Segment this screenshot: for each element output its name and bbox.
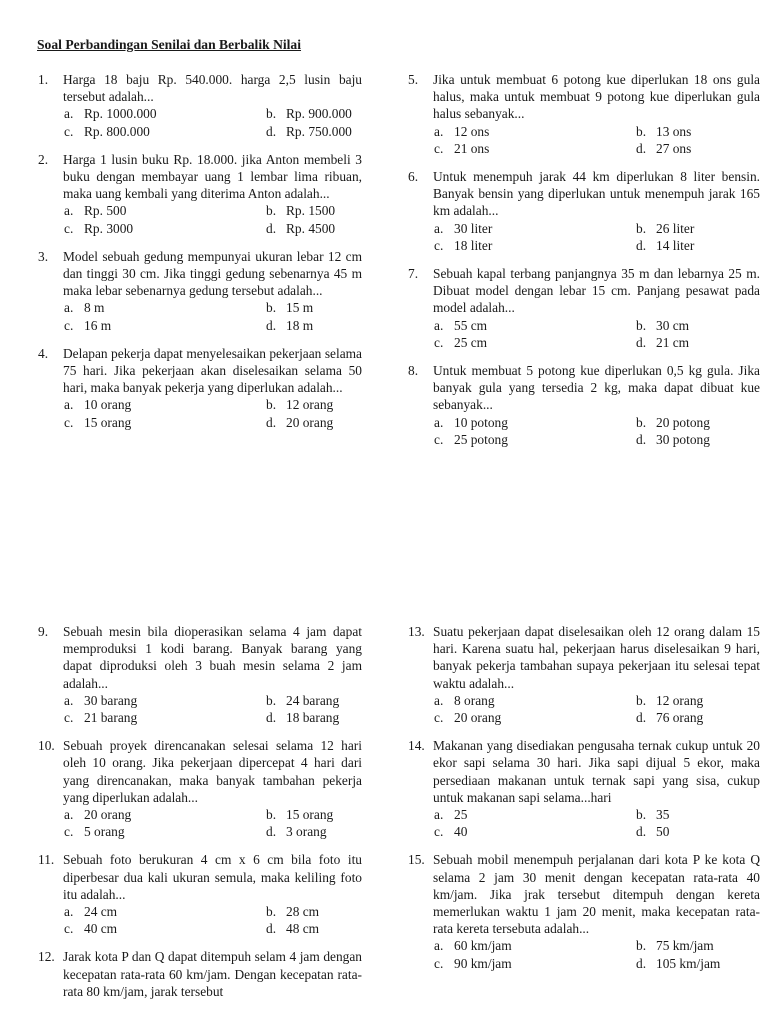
question-text: Sebuah foto berukuran 4 cm x 6 cm bila foto itu diperbesar dua kali ukuran semula, maka keliling foto itu adalah...	[63, 852, 362, 902]
option-label: c.	[64, 123, 74, 139]
option-value: 12 orang	[286, 397, 334, 413]
option-label: a.	[64, 106, 74, 122]
question-12	[38, 948, 362, 1000]
option-label: d.	[636, 955, 647, 971]
option-label: d.	[636, 431, 647, 447]
option-label: b.	[266, 300, 277, 316]
question-2	[38, 151, 362, 237]
option-label: b.	[266, 397, 277, 413]
option-label: a.	[64, 692, 74, 708]
option-value: 24 barang	[286, 692, 340, 708]
option-label: d.	[636, 824, 647, 840]
option-value: 21 cm	[656, 334, 690, 350]
question-text: Jika untuk membuat 6 potong kue diperlukan 18 ons gula halus, maka untuk membuat 9 potong kue diperlukan gula halus sebanyak...	[433, 72, 760, 122]
option-label: c.	[64, 824, 74, 840]
option-value: 15 orang	[84, 414, 132, 430]
option-label: c.	[434, 237, 444, 253]
option-value: 18 m	[286, 317, 314, 333]
option-value: 55 cm	[454, 317, 488, 333]
option-value: 40 cm	[84, 921, 118, 937]
option-value: 5 orang	[84, 824, 125, 840]
question-14	[408, 737, 760, 840]
option-value: 20 orang	[84, 807, 132, 823]
option-value: Rp. 900.000	[286, 106, 352, 122]
option-label: d.	[636, 710, 647, 726]
option-value: 12 orang	[656, 692, 704, 708]
question-5	[408, 71, 760, 157]
question-text: Sebuah mobil menempuh perjalanan dari kota P ke kota Q selama 2 jam 30 menit dengan kecepatan rata-rata 40 km/jam. Jika jrak tersebut ditempuh dengan kereta memerlukan waktu 1 jam 20 menit, maka kecepatan rata-rata kereta tersebuta adalah...	[433, 852, 760, 937]
option-value: 8 orang	[454, 692, 495, 708]
option-value: 3 orang	[286, 824, 327, 840]
option-label: a.	[434, 938, 444, 954]
option-value: 21 ons	[454, 140, 490, 156]
option-value: 30 liter	[454, 220, 493, 236]
option-value: 60 km/jam	[454, 938, 512, 954]
option-value: 75 km/jam	[656, 938, 714, 954]
option-label: c.	[434, 710, 444, 726]
question-8	[408, 362, 760, 448]
option-label: a.	[64, 300, 74, 316]
option-value: Rp. 800.000	[84, 123, 150, 139]
option-value: 30 barang	[84, 692, 138, 708]
option-value: 10 potong	[454, 414, 508, 430]
question-text: Untuk membuat 5 potong kue diperlukan 0,5 kg gula. Jika banyak gula yang tersedia 2 kg, maka dapat dibuat kue sebanyak...	[433, 363, 760, 413]
option-value: 76 orang	[656, 710, 704, 726]
column-bottom-left	[38, 623, 362, 1011]
question-13	[408, 623, 760, 726]
question-number: 8.	[408, 363, 419, 379]
question-text: Makanan yang disediakan pengusaha ternak cukup untuk 20 ekor sapi selama 30 hari. Jika sapi dijual 5 ekor, maka persediaan makanan untuk ternak sapi yang sisa, cukup untuk makanan sapi selama...hari	[433, 738, 760, 805]
option-value: 25 cm	[454, 334, 488, 350]
option-label: a.	[434, 807, 444, 823]
column-top-left	[38, 71, 362, 442]
option-label: a.	[434, 414, 444, 430]
question-1	[38, 71, 362, 140]
option-label: b.	[636, 938, 647, 954]
question-text: Sebuah mesin bila dioperasikan selama 4 jam dapat memproduksi 1 kodi barang. Banyak barang yang dapat diproduksi oleh 3 buah mesin selama 2 jam adalah...	[63, 624, 362, 691]
option-value: 20 orang	[286, 414, 334, 430]
question-text: Model sebuah gedung mempunyai ukuran lebar 12 cm dan tinggi 30 cm. Jika tinggi gedung sebenarnya 45 m maka lebar sebenarnya gedung tersebut adalah...	[63, 248, 362, 299]
option-label: a.	[434, 123, 444, 139]
option-value: 28 cm	[286, 904, 320, 920]
option-label: a.	[434, 317, 444, 333]
option-label: b.	[636, 220, 647, 236]
option-value: 13 ons	[656, 123, 692, 139]
option-value: 30 potong	[656, 431, 710, 447]
question-number: 6.	[408, 169, 419, 185]
option-label: c.	[434, 431, 444, 447]
option-label: c.	[434, 824, 444, 840]
option-value: 26 liter	[656, 220, 695, 236]
question-number: 1.	[38, 72, 49, 87]
option-label: b.	[636, 317, 647, 333]
question-number: 4.	[38, 345, 49, 361]
question-number: 14.	[408, 738, 425, 754]
option-value: 35	[656, 807, 670, 823]
option-label: b.	[636, 807, 647, 823]
question-text: Untuk menempuh jarak 44 km diperlukan 8 liter bensin. Banyak bensin yang diperlukan untuk menempuh jarak 165 km adalah...	[433, 169, 760, 219]
option-value: Rp. 750.000	[286, 123, 352, 139]
question-4	[38, 345, 362, 431]
question-number: 3.	[38, 248, 49, 264]
option-label: d.	[266, 220, 277, 236]
option-value: Rp. 1000.000	[84, 106, 157, 122]
option-label: d.	[266, 921, 277, 937]
question-10	[38, 737, 362, 840]
question-3	[38, 248, 362, 334]
option-value: Rp. 3000	[84, 220, 134, 236]
option-label: a.	[64, 397, 74, 413]
option-value: 20 orang	[454, 710, 502, 726]
question-11	[38, 851, 362, 937]
option-label: c.	[434, 955, 444, 971]
question-text: Sebuah kapal terbang panjangnya 35 m dan lebarnya 25 m. Dibuat model dengan lebar 15 cm. Panjang pesawat pada model adalah...	[433, 266, 760, 316]
option-label: a.	[434, 692, 444, 708]
option-label: b.	[266, 692, 277, 708]
question-number: 12.	[38, 949, 55, 965]
option-value: Rp. 1500	[286, 203, 336, 219]
option-value: 15 orang	[286, 807, 334, 823]
option-label: c.	[64, 710, 74, 726]
option-label: d.	[266, 824, 277, 840]
option-label: b.	[636, 692, 647, 708]
option-label: a.	[64, 904, 74, 920]
question-number: 15.	[408, 852, 425, 868]
option-label: c.	[434, 334, 444, 350]
option-label: d.	[636, 140, 647, 156]
option-value: 14 liter	[656, 237, 695, 253]
question-text: Harga 1 lusin buku Rp. 18.000. jika Anton membeli 3 buku dengan membayar uang 1 lembar lima ribuan, maka uang kembali yang diterima Anton adalah...	[63, 151, 362, 202]
option-label: c.	[434, 140, 444, 156]
option-value: 25	[454, 807, 468, 823]
option-value: 15 m	[286, 300, 314, 316]
option-value: 20 potong	[656, 414, 710, 430]
option-label: c.	[64, 921, 74, 937]
question-number: 5.	[408, 72, 419, 87]
option-value: 21 barang	[84, 710, 138, 726]
option-value: 50	[656, 824, 670, 840]
question-number: 11.	[38, 852, 55, 868]
option-value: 30 cm	[656, 317, 690, 333]
option-label: d.	[266, 710, 277, 726]
option-value: 48 cm	[286, 921, 320, 937]
column-top-right	[408, 71, 760, 459]
column-bottom-right	[408, 623, 760, 983]
question-number: 10.	[38, 738, 55, 754]
option-label: b.	[266, 904, 277, 920]
option-label: d.	[266, 414, 277, 430]
question-7	[408, 265, 760, 351]
question-text: Jarak kota P dan Q dapat ditempuh selam 4 jam dengan kecepatan rata-rata 60 km/jam. Dengan kecepatan rata-rata 80 km/jam, jarak tersebut	[63, 949, 362, 999]
question-6	[408, 168, 760, 254]
option-value: 8 m	[84, 300, 105, 316]
option-label: b.	[266, 106, 277, 122]
option-label: b.	[266, 203, 277, 219]
question-text: Harga 18 baju Rp. 540.000. harga 2,5 lusin baju tersebut adalah...	[63, 72, 362, 105]
option-value: 24 cm	[84, 904, 118, 920]
question-15	[408, 851, 760, 971]
option-label: a.	[64, 807, 74, 823]
option-value: 10 orang	[84, 397, 132, 413]
question-text: Delapan pekerja dapat menyelesaikan pekerjaan selama 75 hari. Jika pekerjaan akan diselesaikan selama 50 hari, maka banyak pekerja yang diperlukan adalah...	[63, 345, 362, 396]
question-text: Suatu pekerjaan dapat diselesaikan oleh 12 orang dalam 15 hari. Karena suatu hal, pekerjaan harus diselesaikan 9 hari, banyak pekerja tambahan supaya pekerjaan itu selesai tepat waktu adalah...	[433, 624, 760, 691]
option-value: 18 liter	[454, 237, 493, 253]
option-label: d.	[636, 334, 647, 350]
option-value: 90 km/jam	[454, 955, 512, 971]
option-label: a.	[434, 220, 444, 236]
option-label: c.	[64, 414, 74, 430]
option-value: 18 barang	[286, 710, 340, 726]
question-text: Sebuah proyek direncanakan selesai selama 12 hari oleh 10 orang. Jika pekerjaan dipercepat 4 hari dari yang direncanakan, maka banyak tambahan pekerja yang diperlukan adalah...	[63, 738, 362, 805]
question-number: 7.	[408, 266, 419, 282]
option-value: 25 potong	[454, 431, 508, 447]
option-value: 40	[454, 824, 468, 840]
option-value: 105 km/jam	[656, 955, 721, 971]
option-label: b.	[266, 807, 277, 823]
question-9	[38, 623, 362, 726]
option-value: 27 ons	[656, 140, 692, 156]
question-number: 9.	[38, 624, 49, 639]
option-label: a.	[64, 203, 74, 219]
option-label: b.	[636, 414, 647, 430]
option-label: d.	[266, 123, 277, 139]
option-value: Rp. 500	[84, 203, 127, 219]
option-value: 16 m	[84, 317, 112, 333]
option-value: 12 ons	[454, 123, 490, 139]
question-number: 2.	[38, 151, 49, 167]
option-label: c.	[64, 220, 74, 236]
option-label: b.	[636, 123, 647, 139]
option-value: Rp. 4500	[286, 220, 336, 236]
page-title: Soal Perbandingan Senilai dan Berbalik Nilai	[37, 37, 302, 52]
option-label: c.	[64, 317, 74, 333]
option-label: d.	[636, 237, 647, 253]
question-number: 13.	[408, 624, 425, 639]
option-label: d.	[266, 317, 277, 333]
